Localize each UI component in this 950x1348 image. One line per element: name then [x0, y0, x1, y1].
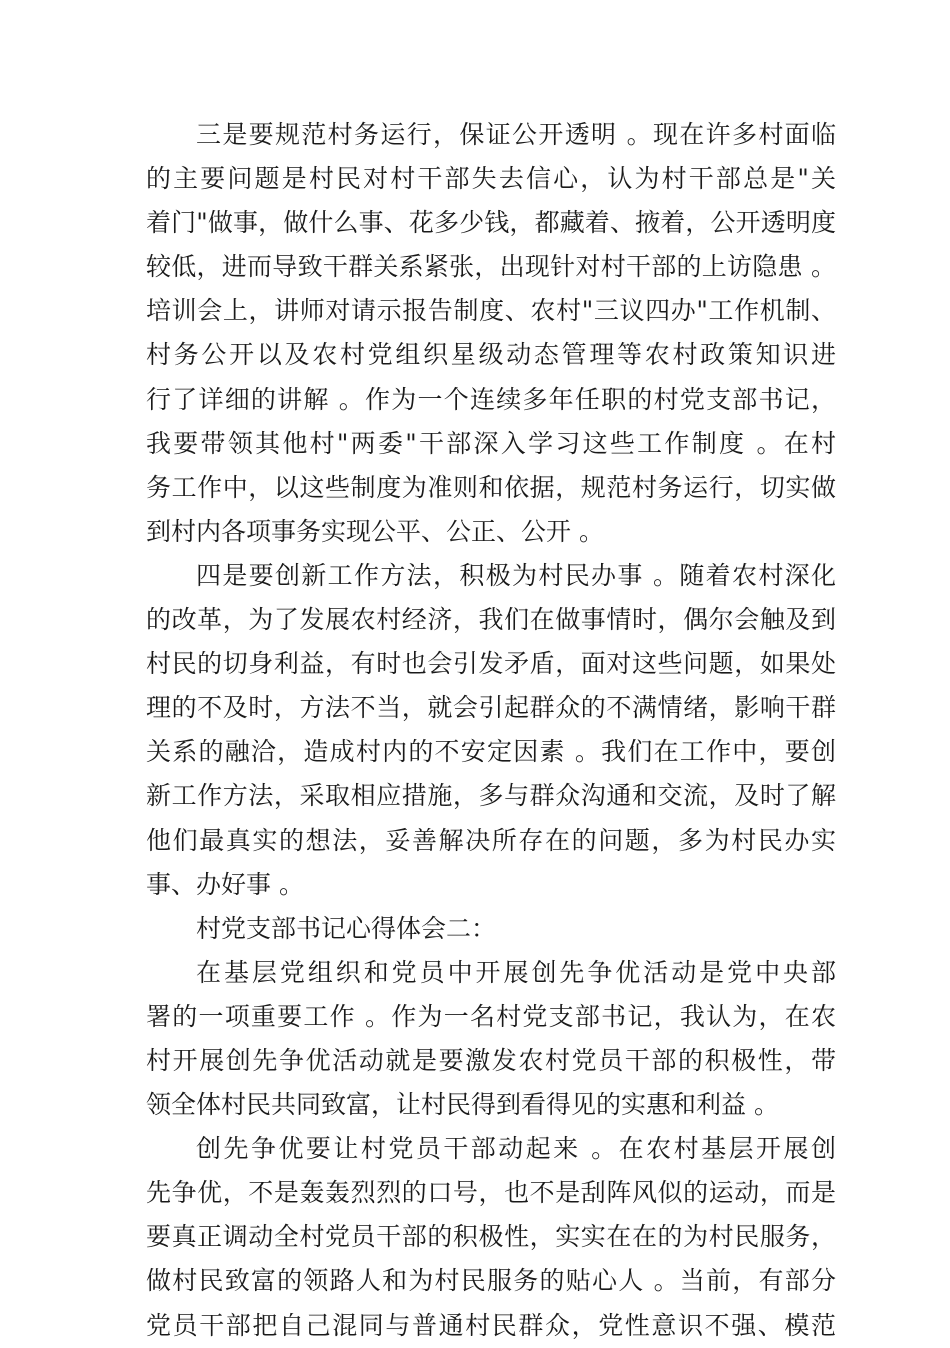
text-line: 在基层党组织和党员中开展创先争优活动是党中央部	[196, 957, 836, 987]
text-line: 领全体村民共同致富，让村民得到看得见的实惠和利益 。	[146, 1090, 779, 1120]
text-line: 党员干部把自己混同与普通村民群众，党性意识不强、模范	[146, 1310, 836, 1340]
text-line: 署的一项重要工作 。作为一名村党支部书记，我认为，在农	[146, 1001, 836, 1031]
text-line: 四是要创新工作方法，积极为村民办事 。随着农村深化	[196, 560, 836, 590]
text-line: 关系的融洽，造成村内的不安定因素 。我们在工作中，要创	[146, 737, 836, 767]
text-line: 村民的切身利益，有时也会引发矛盾，面对这些问题，如果处	[146, 649, 836, 679]
text-line: 着门"做事，做什么事、花多少钱，都藏着、掖着，公开透明度	[146, 208, 836, 238]
text-line: 先争优，不是轰轰烈烈的口号，也不是刮阵风似的运动，而是	[146, 1178, 836, 1208]
text-line: 务工作中，以这些制度为准则和依据，规范村务运行，切实做	[146, 472, 836, 502]
text-line: 的主要问题是村民对村干部失去信心，认为村干部总是"关	[146, 164, 836, 194]
text-line: 村务公开以及农村党组织星级动态管理等农村政策知识进	[146, 340, 836, 370]
text-line: 理的不及时，方法不当，就会引起群众的不满情绪，影响干群	[146, 693, 836, 723]
text-line: 我要带领其他村"两委"干部深入学习这些工作制度 。在村	[146, 428, 836, 458]
body-text	[146, 113, 836, 1348]
text-line: 村党支部书记心得体会二：	[196, 913, 497, 943]
text-line: 创先争优要让村党员干部动起来 。在农村基层开展创	[196, 1134, 836, 1164]
text-line: 的改革，为了发展农村经济，我们在做事情时，偶尔会触及到	[146, 605, 836, 635]
text-line: 他们最真实的想法，妥善解决所存在的问题，多为村民办实	[146, 825, 836, 855]
text-line: 要真正调动全村党员干部的积极性，实实在在的为村民服务，	[146, 1222, 836, 1252]
text-line: 事、办好事 。	[146, 869, 304, 899]
text-line: 村开展创先争优活动就是要激发农村党员干部的积极性，带	[146, 1045, 836, 1075]
text-line: 培训会上，讲师对请示报告制度、农村"三议四办"工作机制、	[146, 296, 836, 326]
text-line: 较低，进而导致干群关系紧张，出现针对村干部的上访隐患 。	[146, 252, 836, 282]
text-line: 新工作方法，采取相应措施，多与群众沟通和交流，及时了解	[146, 781, 836, 811]
text-line: 做村民致富的领路人和为村民服务的贴心人 。当前，有部分	[146, 1266, 836, 1296]
text-line: 行了详细的讲解 。作为一个连续多年任职的村党支部书记，	[146, 384, 836, 414]
text-line: 三是要规范村务运行，保证公开透明 。现在许多村面临	[196, 120, 836, 149]
text-line: 到村内各项事务实现公平、公正、公开 。	[146, 516, 604, 546]
